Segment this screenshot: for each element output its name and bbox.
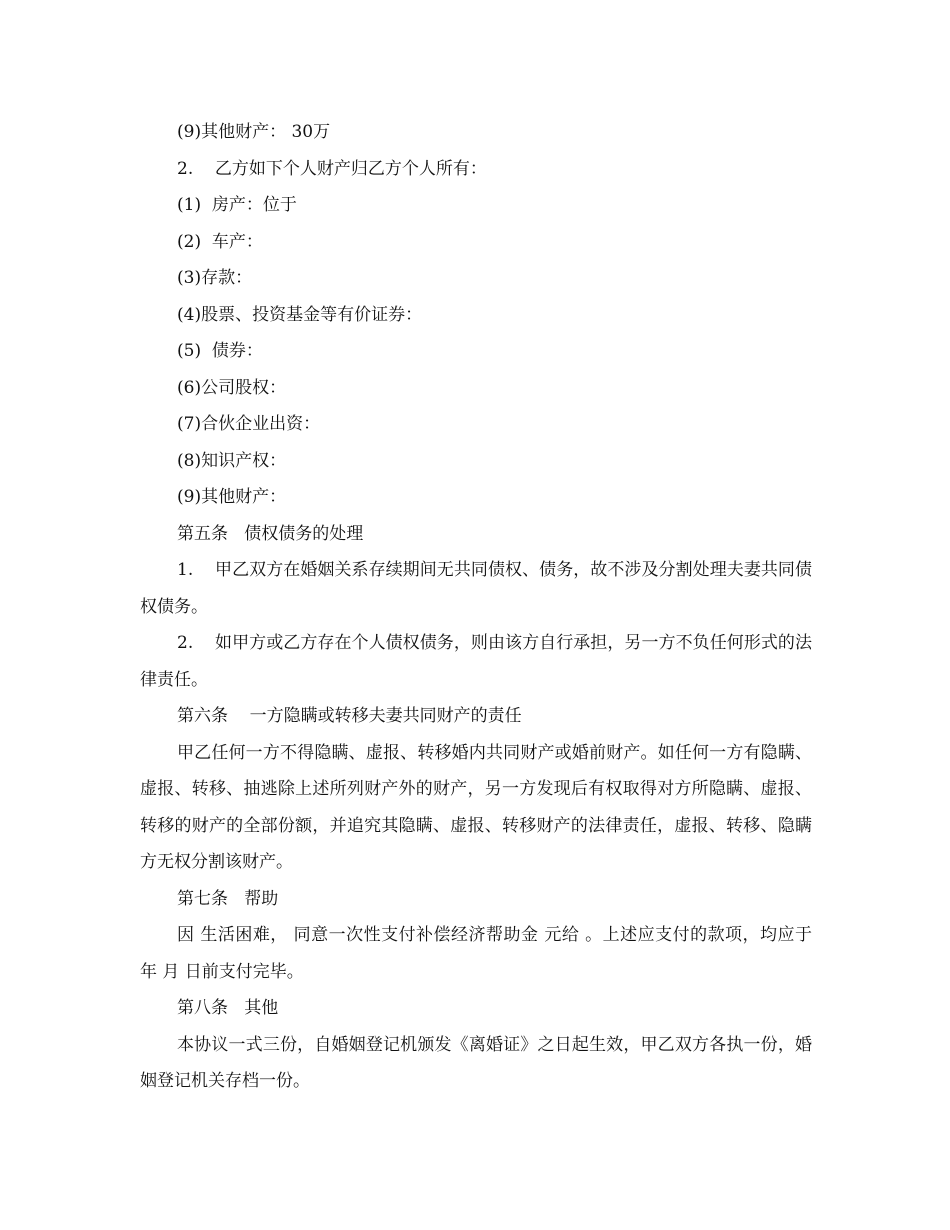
article-8-heading: 第八条 其他 — [177, 998, 279, 1018]
paragraph-other-assets-b: (9)其他财产： — [177, 487, 287, 507]
article-6-body: 甲乙任何一方不得隐瞒、虚报、转移婚内共同财产或婚前财产。如任何一方有隐瞒、虚报、转移、抽逃除上述所列财产外的财产，另一方发现后有权取得对方所隐瞒、虚报、转移的财产的全部份额，并追究其隐瞒、虚报、转移财产的法律责任，虚报、转移、隐瞒方无权分割该财产。 — [140, 742, 812, 872]
article-5-heading: 第五条 债权债务的处理 — [177, 523, 364, 544]
article-7-body: 因 生活困难， 同意一次性支付补偿经济帮助金 元给 。上述应支付的款项，均应于 年 月 日前支付完毕。 — [140, 925, 818, 982]
paragraph-equity: (6)公司股权： — [177, 377, 287, 398]
paragraph-partnership: (7)合伙企业出资： — [177, 414, 321, 434]
article-5-item-2: 2. 如甲方或乙方存在个人债权债务，则由该方自行承担，另一方不负任何形式的法律责任。 — [140, 633, 812, 690]
paragraph-ip: (8)知识产权： — [177, 450, 287, 471]
article-7-heading: 第七条 帮助 — [177, 888, 279, 909]
paragraph-party-b-assets-heading: 2. 乙方如下个人财产归乙方个人所有： — [177, 158, 487, 179]
paragraph-deposit: (3)存款： — [177, 268, 253, 288]
paragraph-other-assets-a: (9)其他财产： 30万 — [177, 122, 331, 142]
document-body — [140, 114, 818, 1100]
article-5-item-1: 1. 甲乙双方在婚姻关系存续期间无共同债权、债务，故不涉及分割处理夫妻共同债权债务。 — [140, 560, 812, 617]
article-8-body: 本协议一式三份，自婚姻登记机颁发《离婚证》之日起生效，甲乙双方各执一份，婚姻登记机关存档一份。 — [140, 1034, 812, 1091]
paragraph-securities: (4)股票、投资基金等有价证券： — [177, 304, 423, 325]
paragraph-bonds: (5) 债券： — [177, 341, 263, 361]
paragraph-car: (2) 车产： — [177, 231, 263, 252]
article-6-heading: 第六条 一方隐瞒或转移夫妻共同财产的责任 — [177, 706, 522, 726]
paragraph-house: (1) 房产：位于 — [177, 195, 297, 215]
